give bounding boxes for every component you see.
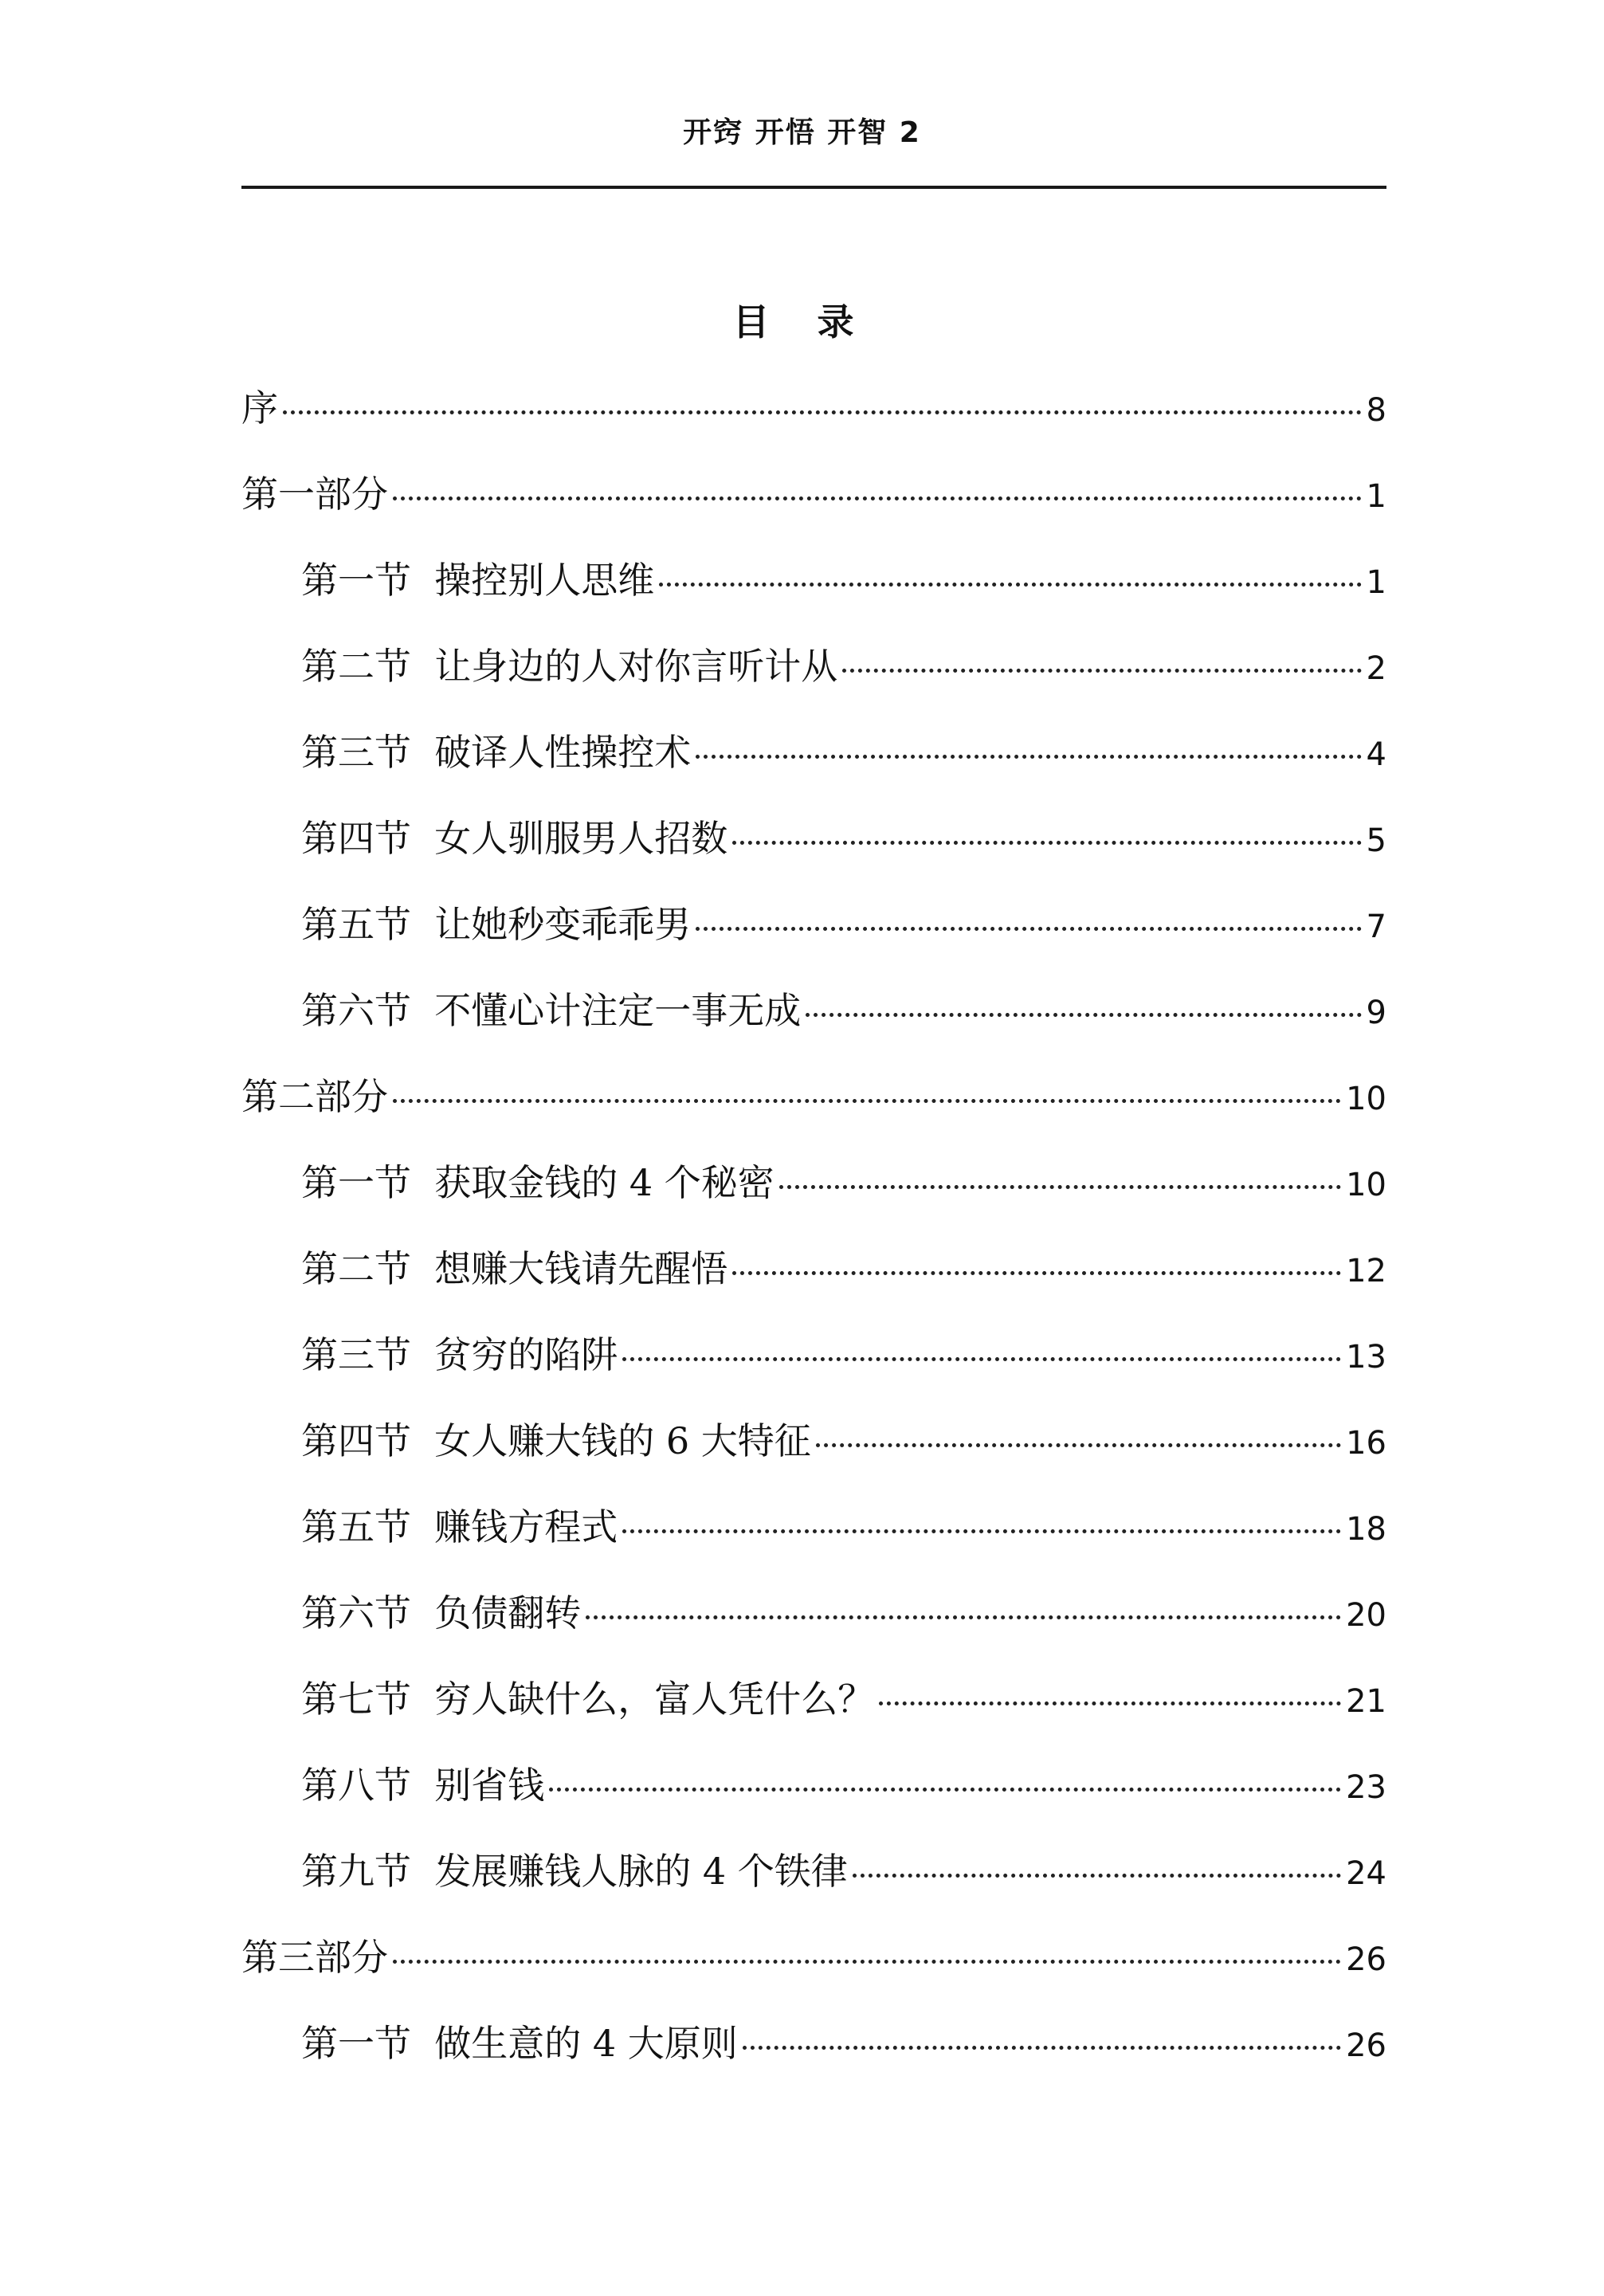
- dot-leader: [622, 1357, 1341, 1361]
- dot-leader: [743, 2046, 1341, 2050]
- toc-entry-label: 第一节 获取金钱的 4 个秘密: [301, 1161, 775, 1204]
- toc-page-number: 26: [1346, 1941, 1386, 1978]
- toc-section-entry[interactable]: [241, 1409, 1386, 1495]
- toc-page-number: 7: [1366, 909, 1386, 945]
- toc-entry-label: 第二部分: [241, 1075, 388, 1118]
- dot-leader: [393, 496, 1362, 500]
- toc-section-entry[interactable]: [241, 720, 1386, 807]
- toc-page-number: 10: [1346, 1167, 1386, 1203]
- toc-entry-label: 第一节 操控别人思维: [301, 559, 655, 602]
- dot-leader: [696, 755, 1361, 759]
- toc-section-entry[interactable]: [241, 1581, 1386, 1667]
- dot-leader: [622, 1529, 1341, 1533]
- toc-section-entry[interactable]: [241, 2011, 1386, 2098]
- toc-section-entry[interactable]: [241, 979, 1386, 1065]
- dot-leader: [779, 1185, 1341, 1189]
- toc-entry-label: 第一节 做生意的 4 大原则: [301, 2022, 738, 2065]
- toc-page-number: 10: [1346, 1081, 1386, 1117]
- toc-page-number: 13: [1346, 1339, 1386, 1376]
- toc-page-number: 2: [1366, 650, 1386, 687]
- toc-section-entry[interactable]: [241, 1237, 1386, 1323]
- toc-entry-label: 第三节 贫穷的陷阱: [301, 1333, 618, 1376]
- dot-leader: [842, 669, 1361, 673]
- dot-leader: [732, 841, 1361, 845]
- toc-page-number: 18: [1346, 1511, 1386, 1548]
- dot-leader: [659, 583, 1361, 587]
- toc-entry-label: 第三节 破译人性操控术: [301, 731, 692, 774]
- toc-entry-label: 第五节 让她秒变乖乖男: [301, 903, 692, 946]
- toc-entry-label: 第六节 负债翻转: [301, 1592, 582, 1635]
- toc-entry-label: 第五节 赚钱方程式: [301, 1505, 618, 1548]
- dot-leader: [853, 1874, 1341, 1878]
- toc-title: 目 录: [732, 300, 872, 343]
- toc-section-entry[interactable]: [241, 634, 1386, 720]
- dot-leader: [393, 1960, 1341, 1964]
- dot-leader: [696, 927, 1361, 931]
- toc-section-entry[interactable]: [241, 1839, 1386, 1925]
- toc-part-entry[interactable]: [241, 376, 1386, 462]
- running-header: 开窍 开悟 开智 2: [683, 116, 921, 149]
- toc-entry-label: 第八节 别省钱: [301, 1764, 545, 1807]
- toc-section-entry[interactable]: [241, 807, 1386, 893]
- toc-page-number: 5: [1366, 822, 1386, 859]
- dot-leader: [393, 1099, 1341, 1103]
- toc-page-number: 16: [1346, 1425, 1386, 1462]
- header-divider: [241, 186, 1386, 189]
- toc-page-number: 24: [1346, 1855, 1386, 1892]
- dot-leader: [549, 1788, 1341, 1792]
- toc-page-number: 8: [1366, 392, 1386, 429]
- toc-entry-label: 第六节 不懂心计注定一事无成: [301, 989, 802, 1032]
- toc-page-number: 1: [1366, 478, 1386, 515]
- toc-entry-label: 第九节 发展赚钱人脉的 4 个铁律: [301, 1850, 848, 1893]
- toc-page-number: 23: [1346, 1769, 1386, 1806]
- toc-part-entry[interactable]: [241, 1065, 1386, 1151]
- table-of-contents: [241, 376, 1386, 2098]
- toc-section-entry[interactable]: [241, 1495, 1386, 1581]
- toc-section-entry[interactable]: [241, 1667, 1386, 1753]
- toc-page-number: 4: [1366, 736, 1386, 773]
- dot-leader: [816, 1443, 1341, 1447]
- dot-leader: [586, 1615, 1341, 1619]
- toc-entry-label: 第二节 想赚大钱请先醒悟: [301, 1247, 728, 1290]
- dot-leader: [283, 410, 1362, 414]
- toc-section-entry[interactable]: [241, 893, 1386, 979]
- toc-page-number: 9: [1366, 995, 1386, 1031]
- toc-page-number: 12: [1346, 1253, 1386, 1289]
- dot-leader: [732, 1271, 1341, 1275]
- toc-section-entry[interactable]: [241, 1753, 1386, 1839]
- toc-part-entry[interactable]: [241, 462, 1386, 548]
- dot-leader: [806, 1013, 1361, 1017]
- toc-entry-label: 第四节 女人赚大钱的 6 大特征: [301, 1419, 811, 1462]
- toc-entry-label: 第一部分: [241, 473, 388, 516]
- toc-entry-label: 序: [241, 387, 278, 430]
- toc-entry-label: 第三部分: [241, 1936, 388, 1979]
- toc-part-entry[interactable]: [241, 1925, 1386, 2011]
- toc-section-entry[interactable]: [241, 548, 1386, 634]
- toc-page-number: 21: [1346, 1683, 1386, 1720]
- toc-entry-label: 第四节 女人驯服男人招数: [301, 817, 728, 860]
- toc-entry-label: 第七节 穷人缺什么，富人凭什么？: [301, 1678, 875, 1721]
- toc-page-number: 20: [1346, 1597, 1386, 1634]
- toc-page-number: 26: [1346, 2027, 1386, 2064]
- dot-leader: [879, 1701, 1341, 1705]
- toc-entry-label: 第二节 让身边的人对你言听计从: [301, 645, 838, 688]
- toc-section-entry[interactable]: [241, 1151, 1386, 1237]
- toc-section-entry[interactable]: [241, 1323, 1386, 1409]
- toc-page-number: 1: [1366, 564, 1386, 601]
